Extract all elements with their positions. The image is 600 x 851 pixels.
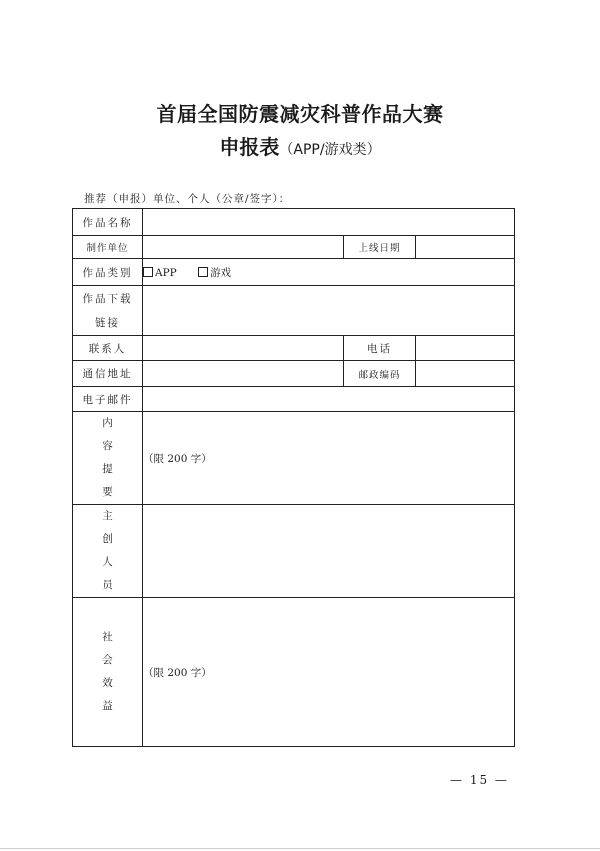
label-contact: 联系人 xyxy=(73,336,143,361)
checkbox-game-box[interactable] xyxy=(198,267,208,277)
page-bottom-divider xyxy=(0,848,600,849)
application-form xyxy=(72,208,515,747)
checkbox-app[interactable] xyxy=(143,267,177,279)
benefit-limit-note: （限 200 字） xyxy=(143,666,212,679)
label-summary-char: 内 xyxy=(102,417,113,429)
label-creators xyxy=(73,505,143,598)
label-work-name: 作品名称 xyxy=(73,209,143,236)
label-summary-char: 要 xyxy=(102,486,113,498)
work-name-field[interactable] xyxy=(143,209,515,236)
social-benefit-field[interactable] xyxy=(143,598,515,747)
launch-date-field[interactable] xyxy=(416,236,515,259)
label-social-benefit xyxy=(73,598,143,747)
label-postcode: 邮政编码 xyxy=(344,361,416,387)
address-field[interactable] xyxy=(143,361,344,387)
subtitle-main: 申报表 xyxy=(219,135,280,159)
page-subtitle xyxy=(0,131,600,160)
label-phone: 电话 xyxy=(344,336,416,361)
download-link-field[interactable] xyxy=(143,286,515,336)
label-download-line2: 链接 xyxy=(95,316,120,329)
checkbox-game[interactable] xyxy=(198,265,231,280)
label-benefit-char: 效 xyxy=(102,677,113,689)
email-field[interactable] xyxy=(143,387,515,412)
label-creators-char: 创 xyxy=(102,533,113,545)
label-summary-char: 容 xyxy=(102,440,113,452)
subtitle-category: （APP/游戏类） xyxy=(279,142,381,158)
category-options xyxy=(143,259,515,286)
checkbox-app-box[interactable] xyxy=(143,267,153,277)
label-email: 电子邮件 xyxy=(73,387,143,412)
label-benefit-char: 会 xyxy=(102,654,113,666)
label-launch-date: 上线日期 xyxy=(344,236,416,259)
label-producer: 制作单位 xyxy=(73,236,143,259)
phone-field[interactable] xyxy=(416,336,515,361)
producer-field[interactable] xyxy=(143,236,344,259)
label-creators-char: 人 xyxy=(102,556,113,568)
contact-field[interactable] xyxy=(143,336,344,361)
label-summary-char: 提 xyxy=(102,463,113,475)
label-creators-char: 主 xyxy=(102,510,113,522)
page-title: 首届全国防震减灾科普作品大赛 xyxy=(156,102,444,126)
label-benefit-char: 益 xyxy=(102,700,113,712)
postcode-field[interactable] xyxy=(416,361,515,387)
summary-field[interactable] xyxy=(143,412,515,505)
recommender-label: 推荐（申报）单位、个人（公章/签字）： xyxy=(84,193,291,205)
label-address: 通信地址 xyxy=(73,361,143,387)
label-download-link xyxy=(73,286,143,336)
page-number: — 15 — xyxy=(450,773,509,787)
summary-limit-note: （限 200 字） xyxy=(143,452,212,465)
checkbox-app-label: APP xyxy=(155,266,177,279)
checkbox-game-label: 游戏 xyxy=(210,266,232,279)
label-creators-char: 员 xyxy=(102,579,113,591)
label-summary xyxy=(73,412,143,505)
creators-field[interactable] xyxy=(143,505,515,598)
label-download-line1: 作品下载 xyxy=(82,292,133,305)
label-benefit-char: 社 xyxy=(102,631,113,643)
label-category: 作品类别 xyxy=(73,259,143,286)
